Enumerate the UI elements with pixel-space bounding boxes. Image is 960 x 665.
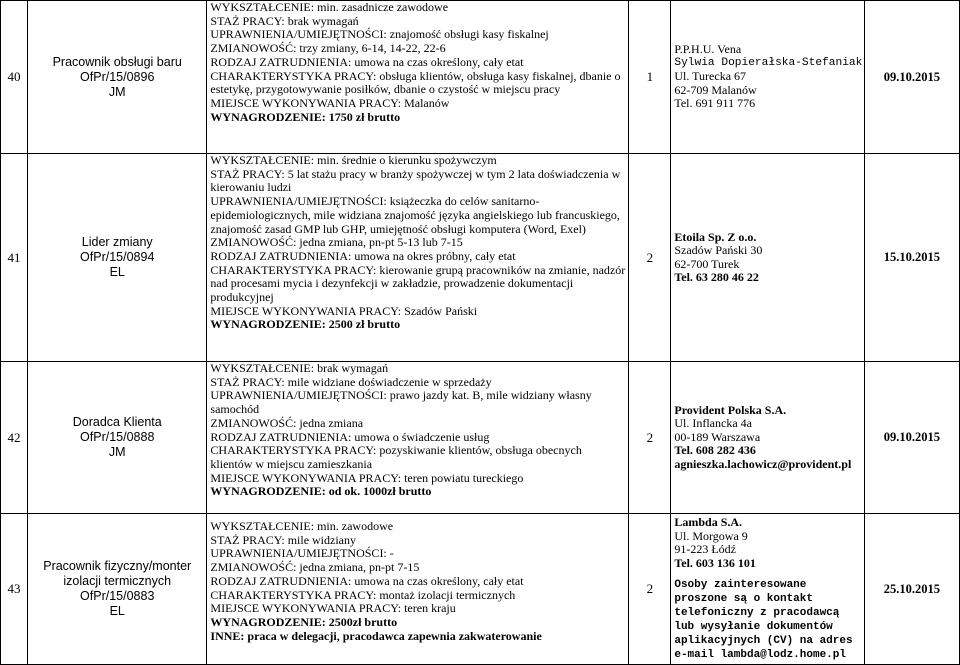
employer-city: 62-709 Malanów: [674, 82, 757, 97]
employer-phone: Tel. 63 280 46 22: [674, 270, 759, 284]
employer-city: 91-223 Łódź: [674, 542, 737, 556]
detail-other: INNE: praca w delegacji, pracodawca zapewnia zakwaterowanie: [210, 628, 542, 643]
offer-agent: JM: [108, 84, 126, 99]
details-cell: [207, 1, 629, 154]
employer-city: 00-189 Warszawa: [674, 429, 761, 444]
employer-name: P.P.H.U. Vena: [674, 42, 742, 57]
detail-shifts: ZMIANOWOŚĆ: jedna zmiana, pn-pt 5-13 lub 7-15: [210, 235, 463, 250]
employer-name: Lambda S.A.: [674, 515, 743, 529]
detail-workplace: MIEJSCE WYKONYWANIA PRACY: Szadów Pański: [210, 303, 478, 318]
vacancy-count: 1: [629, 1, 671, 154]
detail-workplace: MIEJSCE WYKONYWANIA PRACY: teren powiatu tureckiego: [210, 470, 524, 485]
details-cell: [207, 154, 629, 362]
detail-education: WYKSZTAŁCENIE: min. zasadnicze zawodowe: [210, 0, 449, 14]
offer-agent: EL: [109, 604, 125, 618]
detail-employment-type: RODZAJ ZATRUDNIENIA: umowa na czas określony, cały etat: [210, 573, 524, 588]
offer-code: OfPr/15/0888: [80, 430, 155, 444]
offer-date: 15.10.2015: [864, 154, 959, 362]
table-row: [1, 1, 960, 154]
vacancy-count: 2: [629, 362, 671, 514]
vacancy-count: 2: [629, 514, 671, 665]
detail-experience: STAŻ PRACY: 5 lat stażu pracy w branży spożywczej w tym 2 lata doświadczenia w kierowaniu ludzi: [210, 166, 621, 195]
offer-code: OfPr/15/0896: [80, 69, 155, 84]
offer-number: 40: [1, 1, 28, 154]
offer-date: 25.10.2015: [864, 514, 959, 665]
details-cell: [207, 514, 629, 665]
offer-date: 09.10.2015: [864, 1, 959, 154]
employer-cell: [671, 514, 864, 665]
employer-cell: [671, 154, 864, 362]
employer-name: Etoila Sp. Z o.o.: [674, 229, 757, 244]
employer-street: Ul. Morgowa 9: [674, 528, 748, 543]
detail-shifts: ZMIANOWOŚĆ: trzy zmiany, 6-14, 14-22, 22-6: [210, 41, 446, 56]
employer-phone: Tel. 603 136 101: [674, 555, 756, 570]
position-cell: [28, 1, 207, 154]
detail-education: WYKSZTAŁCENIE: brak wymagań: [210, 361, 389, 375]
employer-phone: Tel. 608 282 436: [674, 443, 756, 458]
position-title: Lider zmiany: [81, 235, 153, 249]
detail-employment-type: RODZAJ ZATRUDNIENIA: umowa na okres próbny, cały etat: [210, 248, 516, 263]
position-title: Pracownik fizyczny/monter izolacji termicznych: [43, 559, 192, 588]
employer-name: Provident Polska S.A.: [674, 402, 787, 417]
offer-code: OfPr/15/0894: [80, 250, 155, 264]
details-cell: [207, 362, 629, 514]
employer-cell: [671, 1, 864, 154]
table-row: [1, 362, 960, 514]
detail-job-description: CHARAKTERYSTYKA PRACY: kierowanie grupą pracowników na zmianie, nadzór nad procesami mycia i dezynfekcji w zakładzie, prowadzenie dokumentacji produkcyjnej: [210, 262, 626, 305]
detail-shifts: ZMIANOWOŚĆ: jedna zmiana: [210, 415, 364, 430]
detail-workplace: MIEJSCE WYKONYWANIA PRACY: Malanów: [210, 95, 450, 110]
detail-skills: UPRAWNIENIA/UMIEJĘTNOŚCI: znajomość obsługi kasy fiskalnej: [210, 27, 549, 42]
position-cell: [28, 514, 207, 665]
detail-job-description: CHARAKTERYSTYKA PRACY: montaż izolacji termicznych: [210, 587, 516, 602]
position-title: Pracownik obsługi baru: [52, 54, 182, 69]
offer-number: 41: [1, 154, 28, 362]
employer-email[interactable]: agnieszka.lachowicz@provident.pl: [674, 456, 852, 471]
detail-salary: WYNAGRODZENIE: 2500 zł brutto: [210, 317, 401, 332]
detail-job-description: CHARAKTERYSTYKA PRACY: obsługa klientów, obsługa kasy fiskalnej, dbanie o estetykę, przygotowywanie posiłków, dbanie o czystość w miejscu pracy: [210, 68, 621, 97]
detail-shifts: ZMIANOWOŚĆ: jedna zmiana, pn-pt 7-15: [210, 560, 420, 575]
position-cell: [28, 154, 207, 362]
employer-street: Ul. Turecka 67: [674, 69, 747, 84]
detail-experience: STAŻ PRACY: mile widziany: [210, 532, 357, 547]
detail-salary: WYNAGRODZENIE: 2500zł brutto: [210, 614, 398, 629]
detail-skills: UPRAWNIENIA/UMIEJĘTNOŚCI: -: [210, 546, 394, 561]
detail-salary: WYNAGRODZENIE: od ok. 1000zł brutto: [210, 484, 432, 499]
employer-cell: [671, 362, 864, 514]
offer-number: 43: [1, 514, 28, 665]
vacancy-count: 2: [629, 154, 671, 362]
position-cell: [28, 362, 207, 514]
detail-skills: UPRAWNIENIA/UMIEJĘTNOŚCI: prawo jazdy kat. B, mile widziany własny samochód: [210, 388, 592, 417]
offer-agent: JM: [108, 445, 126, 459]
detail-employment-type: RODZAJ ZATRUDNIENIA: umowa na czas określony, cały etat: [210, 54, 524, 69]
employer-street: Szadów Pański 30: [674, 243, 763, 257]
detail-education: WYKSZTAŁCENIE: min. średnie o kierunku spożywczym: [210, 153, 497, 167]
detail-job-description: CHARAKTERYSTYKA PRACY: pozyskiwanie klientów, obsługa obecnych klientów w miejscu zamieszkania: [210, 443, 582, 471]
detail-salary: WYNAGRODZENIE: 1750 zł brutto: [210, 109, 401, 124]
position-title: Doradca Klienta: [72, 415, 162, 429]
offer-number: 42: [1, 362, 28, 514]
employer-street: Ul. Inflancka 4a: [674, 416, 752, 431]
offer-date: 09.10.2015: [864, 362, 959, 514]
detail-education: WYKSZTAŁCENIE: min. zawodowe: [210, 519, 394, 533]
offer-code: OfPr/15/0883: [80, 589, 155, 603]
employer-spacer: [674, 570, 863, 578]
table-row: [1, 154, 960, 362]
employer-contact-person: Sylwia Dopierałska-Stefaniak: [674, 56, 863, 69]
employer-phone: Tel. 691 911 776: [674, 96, 756, 111]
detail-employment-type: RODZAJ ZATRUDNIENIA: umowa o świadczenie usług: [210, 429, 490, 444]
detail-experience: STAŻ PRACY: mile widziane doświadczenie w sprzedaży: [210, 374, 492, 389]
detail-skills: UPRAWNIENIA/UMIEJĘTNOŚCI: książeczka do celów sanitarno-epidemiologicznych, mile widziana znajomość języka angielskiego lub francuskiego, znajomość zasad GMP lub GHP, umiejętność obsługi komputera (Word, Exel): [210, 194, 620, 236]
table-row: [1, 514, 960, 665]
employer-application-note: Osoby zainteresowane proszone są o kontakt telefoniczny z pracodawcą lub wysyłanie dokumentów aplikacyjnych (CV) na adres e-mail lambda@lodz.home.pl: [674, 579, 853, 661]
detail-experience: STAŻ PRACY: brak wymagań: [210, 13, 359, 28]
detail-workplace: MIEJSCE WYKONYWANIA PRACY: teren kraju: [210, 601, 456, 616]
employer-city: 62-700 Turek: [674, 256, 740, 271]
offer-agent: EL: [109, 265, 125, 279]
